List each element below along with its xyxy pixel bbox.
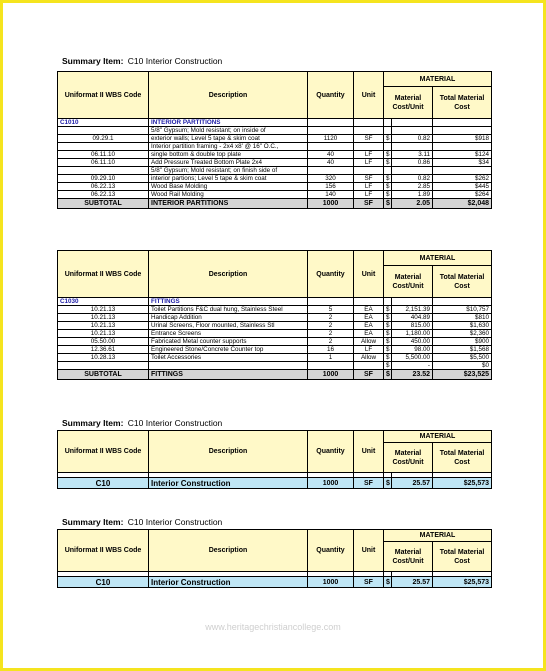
- subtotal-currency: $: [384, 370, 392, 380]
- line-item-description: Fabricated Metal counter supports: [149, 338, 308, 346]
- line-item-code: 10.21.13: [58, 330, 149, 338]
- summary-label: Summary Item:: [62, 418, 124, 428]
- line-item-description: [149, 362, 308, 370]
- subtotal-unit: SF: [354, 199, 384, 209]
- header-description: Description: [149, 72, 308, 119]
- header-unit: Unit: [354, 251, 384, 298]
- line-item-total: [433, 127, 492, 135]
- line-item-unit: Allow: [354, 354, 384, 362]
- line-item-row: [58, 346, 492, 354]
- line-item-unit: [354, 143, 384, 151]
- total-row: [58, 577, 492, 588]
- line-item-cost-unit: 2,151.39: [392, 306, 433, 314]
- line-item-row: [58, 127, 492, 135]
- header-quantity: Quantity: [308, 530, 354, 572]
- line-item-cost-unit: 0.82: [392, 135, 433, 143]
- line-item-code: 06.11.10: [58, 159, 149, 167]
- subtotal-row: [58, 199, 492, 209]
- subtotal-name: FITTINGS: [149, 370, 308, 380]
- fittings-table: [57, 250, 492, 380]
- line-item-currency: $: [384, 175, 392, 183]
- line-item-quantity: 2: [308, 314, 354, 322]
- header-unit: Unit: [354, 530, 384, 572]
- total-code: C10: [58, 478, 149, 489]
- line-item-total: $0: [433, 362, 492, 370]
- section-row: [58, 119, 492, 127]
- line-item-cost-unit: 5,500.00: [392, 354, 433, 362]
- line-item-total: $445: [433, 183, 492, 191]
- summary-table: [57, 529, 492, 588]
- total-row: [58, 478, 492, 489]
- line-item-quantity: 140: [308, 191, 354, 199]
- line-item-quantity: 156: [308, 183, 354, 191]
- line-item-quantity: 1: [308, 354, 354, 362]
- header-total-cost: Total Material Cost: [433, 87, 492, 119]
- header-code: Uniformat II WBS Code: [58, 431, 149, 473]
- line-item-quantity: 2: [308, 338, 354, 346]
- line-item-currency: $: [384, 306, 392, 314]
- line-item-currency: $: [384, 362, 392, 370]
- subtotal-label: SUBTOTAL: [58, 370, 149, 380]
- summary-label: Summary Item:: [62, 517, 124, 527]
- summary-label: Summary Item:: [62, 56, 124, 66]
- watermark: www.heritagechristiancollege.com: [205, 622, 341, 632]
- total-name: Interior Construction: [149, 478, 308, 489]
- line-item-description: Handicap Addition: [149, 314, 308, 322]
- line-item-currency: $: [384, 354, 392, 362]
- line-item-row: [58, 143, 492, 151]
- line-item-unit: SF: [354, 175, 384, 183]
- header-cost-unit: Material Cost/Unit: [384, 443, 433, 473]
- summary-table: [57, 430, 492, 489]
- line-item-code: [58, 362, 149, 370]
- line-item-quantity: [308, 167, 354, 175]
- summary-title: [62, 418, 222, 428]
- line-item-description: interior partions; Level 5 tape & skim coat: [149, 175, 308, 183]
- total-unit: SF: [354, 478, 384, 489]
- section-name: FITTINGS: [149, 298, 308, 306]
- header-cost-unit: Material Cost/Unit: [384, 542, 433, 572]
- line-item-currency: $: [384, 330, 392, 338]
- header-code: Uniformat II WBS Code: [58, 72, 149, 119]
- total-cost-unit: 25.57: [392, 478, 433, 489]
- line-item-code: 06.22.13: [58, 183, 149, 191]
- section-row: [58, 298, 492, 306]
- line-item-currency: $: [384, 314, 392, 322]
- section-code: C1010: [58, 119, 149, 127]
- line-item-currency: $: [384, 338, 392, 346]
- line-item-row: [58, 191, 492, 199]
- line-item-currency: $: [384, 322, 392, 330]
- line-item-row: [58, 362, 492, 370]
- section-name: INTERIOR PARTITIONS: [149, 119, 308, 127]
- line-item-code: 12.36.61: [58, 346, 149, 354]
- line-item-code: [58, 167, 149, 175]
- line-item-total: $810: [433, 314, 492, 322]
- interior-partitions-table: [57, 71, 492, 209]
- header-material: MATERIAL: [384, 530, 492, 542]
- line-item-total: $34: [433, 159, 492, 167]
- total-quantity: 1000: [308, 478, 354, 489]
- total-quantity: 1000: [308, 577, 354, 588]
- line-item-description: exterior walls; Level 5 tape & skim coat: [149, 135, 308, 143]
- section-code: C1030: [58, 298, 149, 306]
- line-item-total: $262: [433, 175, 492, 183]
- line-item-description: Interior partition framing - 2x4 x8' @ 16" O.C.,: [149, 143, 308, 151]
- line-item-cost-unit: -: [392, 362, 433, 370]
- line-item-quantity: 5: [308, 306, 354, 314]
- header-quantity: Quantity: [308, 251, 354, 298]
- subtotal-unit: SF: [354, 370, 384, 380]
- line-item-cost-unit: 404.89: [392, 314, 433, 322]
- line-item-row: [58, 354, 492, 362]
- subtotal-total: $23,525: [433, 370, 492, 380]
- line-item-unit: EA: [354, 322, 384, 330]
- line-item-cost-unit: [392, 127, 433, 135]
- subtotal-label: SUBTOTAL: [58, 199, 149, 209]
- line-item-currency: $: [384, 346, 392, 354]
- summary-item: C10 Interior Construction: [127, 56, 223, 66]
- line-item-cost-unit: [392, 143, 433, 151]
- line-item-row: [58, 322, 492, 330]
- line-item-quantity: 320: [308, 175, 354, 183]
- line-item-unit: LF: [354, 151, 384, 159]
- line-item-cost-unit: 0.86: [392, 159, 433, 167]
- header-cost-unit: Material Cost/Unit: [384, 87, 433, 119]
- line-item-description: Toilet Partitions F&C dual hung, Stainless Steel: [149, 306, 308, 314]
- line-item-cost-unit: 2.85: [392, 183, 433, 191]
- total-cost-unit: 25.57: [392, 577, 433, 588]
- line-item-row: [58, 330, 492, 338]
- line-item-row: [58, 151, 492, 159]
- line-item-row: [58, 167, 492, 175]
- line-item-code: 10.21.13: [58, 306, 149, 314]
- line-item-description: Add Pressure Treated Bottom Plate 2x4: [149, 159, 308, 167]
- line-item-description: Engineered Stone/Concrete Counter top: [149, 346, 308, 354]
- line-item-quantity: 2: [308, 330, 354, 338]
- subtotal-cost-unit: 2.05: [392, 199, 433, 209]
- line-item-cost-unit: 815.00: [392, 322, 433, 330]
- line-item-unit: LF: [354, 346, 384, 354]
- header-unit: Unit: [354, 72, 384, 119]
- line-item-currency: $: [384, 159, 392, 167]
- line-item-currency: $: [384, 151, 392, 159]
- header-material: MATERIAL: [384, 72, 492, 87]
- line-item-unit: SF: [354, 135, 384, 143]
- header-quantity: Quantity: [308, 431, 354, 473]
- header-description: Description: [149, 530, 308, 572]
- line-item-code: 10.28.13: [58, 354, 149, 362]
- line-item-unit: [354, 127, 384, 135]
- subtotal-currency: $: [384, 199, 392, 209]
- total-name: Interior Construction: [149, 577, 308, 588]
- line-item-unit: LF: [354, 183, 384, 191]
- summary-title: [62, 56, 222, 66]
- line-item-total: $2,360: [433, 330, 492, 338]
- total-currency: $: [384, 577, 392, 588]
- line-item-total: $5,500: [433, 354, 492, 362]
- line-item-description: 5/8" Gypsum; Mold resistant; on inside of: [149, 127, 308, 135]
- header-material: MATERIAL: [384, 431, 492, 443]
- line-item-quantity: 1120: [308, 135, 354, 143]
- line-item-description: Urinal Screens, Floor mounted, Stainless Stl: [149, 322, 308, 330]
- line-item-code: 06.22.13: [58, 191, 149, 199]
- header-total-cost: Total Material Cost: [433, 266, 492, 298]
- line-item-code: 09.29.10: [58, 175, 149, 183]
- line-item-code: [58, 143, 149, 151]
- line-item-description: Wood Rail Molding: [149, 191, 308, 199]
- header-cost-unit: Material Cost/Unit: [384, 266, 433, 298]
- line-item-unit: EA: [354, 314, 384, 322]
- header-total-cost: Total Material Cost: [433, 542, 492, 572]
- line-item-total: $124: [433, 151, 492, 159]
- line-item-cost-unit: 450.00: [392, 338, 433, 346]
- summary-item: C10 Interior Construction: [127, 418, 223, 428]
- header-total-cost: Total Material Cost: [433, 443, 492, 473]
- subtotal-cost-unit: 23.52: [392, 370, 433, 380]
- line-item-quantity: 40: [308, 151, 354, 159]
- line-item-row: [58, 135, 492, 143]
- line-item-cost-unit: 1.89: [392, 191, 433, 199]
- line-item-total: $900: [433, 338, 492, 346]
- subtotal-quantity: 1000: [308, 199, 354, 209]
- header-code: Uniformat II WBS Code: [58, 251, 149, 298]
- line-item-code: 10.21.13: [58, 314, 149, 322]
- line-item-description: Toilet Accessories: [149, 354, 308, 362]
- line-item-quantity: [308, 362, 354, 370]
- line-item-description: single bottom & double top plate: [149, 151, 308, 159]
- line-item-quantity: 16: [308, 346, 354, 354]
- line-item-quantity: 2: [308, 322, 354, 330]
- line-item-cost-unit: 0.82: [392, 175, 433, 183]
- line-item-description: 5/8" Gypsum; Mold resistant; on finish side of: [149, 167, 308, 175]
- line-item-row: [58, 338, 492, 346]
- header-unit: Unit: [354, 431, 384, 473]
- line-item-total: $918: [433, 135, 492, 143]
- line-item-row: [58, 159, 492, 167]
- line-item-cost-unit: [392, 167, 433, 175]
- line-item-unit: Allow: [354, 338, 384, 346]
- line-item-unit: [354, 167, 384, 175]
- line-item-description: Wood Base Molding: [149, 183, 308, 191]
- line-item-quantity: [308, 143, 354, 151]
- line-item-unit: [354, 362, 384, 370]
- line-item-code: 09.29.1: [58, 135, 149, 143]
- line-item-currency: $: [384, 183, 392, 191]
- line-item-currency: $: [384, 191, 392, 199]
- line-item-cost-unit: 98.00: [392, 346, 433, 354]
- subtotal-name: INTERIOR PARTITIONS: [149, 199, 308, 209]
- header-code: Uniformat II WBS Code: [58, 530, 149, 572]
- line-item-unit: EA: [354, 330, 384, 338]
- line-item-total: [433, 167, 492, 175]
- line-item-cost-unit: 1,180.00: [392, 330, 433, 338]
- subtotal-quantity: 1000: [308, 370, 354, 380]
- header-description: Description: [149, 431, 308, 473]
- line-item-code: [58, 127, 149, 135]
- header-material: MATERIAL: [384, 251, 492, 266]
- line-item-total: $1,568: [433, 346, 492, 354]
- line-item-unit: LF: [354, 159, 384, 167]
- line-item-total: $264: [433, 191, 492, 199]
- summary-item: C10 Interior Construction: [127, 517, 223, 527]
- header-description: Description: [149, 251, 308, 298]
- header-quantity: Quantity: [308, 72, 354, 119]
- line-item-code: 06.11.10: [58, 151, 149, 159]
- line-item-currency: [384, 127, 392, 135]
- line-item-code: 05.50.00: [58, 338, 149, 346]
- line-item-currency: $: [384, 135, 392, 143]
- line-item-currency: [384, 167, 392, 175]
- line-item-code: 10.21.13: [58, 322, 149, 330]
- total-currency: $: [384, 478, 392, 489]
- total-cost: $25,573: [433, 577, 492, 588]
- line-item-quantity: 40: [308, 159, 354, 167]
- line-item-total: [433, 143, 492, 151]
- line-item-total: $10,757: [433, 306, 492, 314]
- line-item-description: Entrance Screens: [149, 330, 308, 338]
- line-item-unit: LF: [354, 191, 384, 199]
- subtotal-total: $2,048: [433, 199, 492, 209]
- total-code: C10: [58, 577, 149, 588]
- line-item-row: [58, 175, 492, 183]
- line-item-total: $1,630: [433, 322, 492, 330]
- total-unit: SF: [354, 577, 384, 588]
- line-item-row: [58, 306, 492, 314]
- line-item-unit: EA: [354, 306, 384, 314]
- total-cost: $25,573: [433, 478, 492, 489]
- line-item-currency: [384, 143, 392, 151]
- line-item-row: [58, 183, 492, 191]
- line-item-row: [58, 314, 492, 322]
- line-item-cost-unit: 3.11: [392, 151, 433, 159]
- line-item-quantity: [308, 127, 354, 135]
- summary-title: [62, 517, 222, 527]
- subtotal-row: [58, 370, 492, 380]
